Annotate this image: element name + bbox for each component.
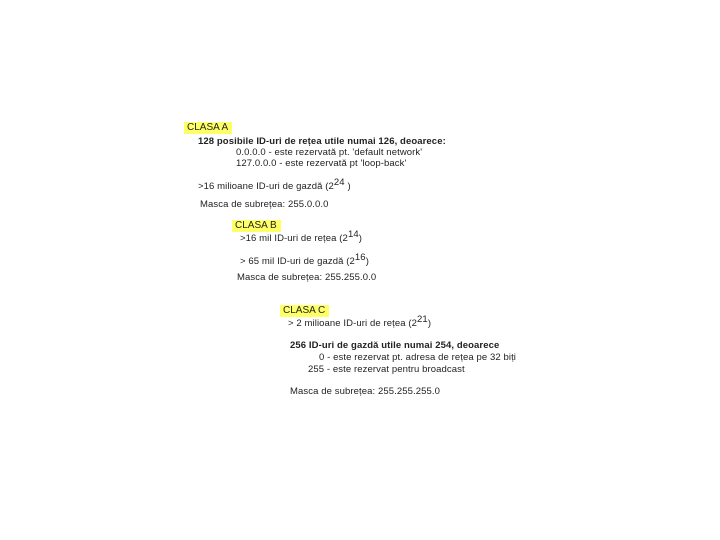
class-a-hosts-text: >16 milioane ID-uri de gazdă (2 bbox=[198, 181, 334, 192]
class-a-networks-line: 128 posibile ID-uri de rețea utile numai 126, deoarece: bbox=[198, 136, 446, 147]
class-a-subnet-mask: Masca de subrețea: 255.0.0.0 bbox=[200, 199, 329, 210]
class-a-reserved-loopback: 127.0.0.0 - este rezervată pt 'loop-back' bbox=[236, 158, 407, 169]
class-b-hosts-exponent: 16 bbox=[354, 252, 366, 263]
class-c-reserved-broadcast: 255 - este rezervat pentru broadcast bbox=[308, 364, 465, 375]
class-c-networks-line bbox=[288, 314, 432, 329]
class-c-label: CLASA C bbox=[280, 305, 329, 317]
class-b-label: CLASA B bbox=[232, 220, 281, 232]
class-b-hosts-text: > 65 mil ID-uri de gazdă (2 bbox=[240, 256, 355, 267]
class-c-networks-exponent: 21 bbox=[417, 314, 428, 325]
class-b-networks-close: ) bbox=[358, 233, 362, 244]
class-b-hosts-close: ) bbox=[365, 256, 369, 267]
class-b-hosts-line bbox=[240, 252, 369, 267]
class-a-reserved-default: 0.0.0.0 - este rezervată pt. 'default network' bbox=[236, 147, 423, 158]
class-b-subnet-mask: Masca de subrețea: 255.255.0.0 bbox=[237, 272, 377, 283]
class-b-networks-line bbox=[240, 229, 362, 244]
class-c-reserved-network: 0 - este rezervat pt. adresa de rețea pe 32 biți bbox=[319, 352, 517, 363]
class-a-hosts-exponent: 24 bbox=[333, 177, 345, 188]
class-b-networks-text: >16 mil ID-uri de rețea (2 bbox=[240, 233, 348, 244]
class-c-subnet-mask: Masca de subrețea: 255.255.255.0 bbox=[290, 386, 441, 397]
class-c-networks-close: ) bbox=[427, 318, 432, 329]
class-a-hosts-line bbox=[198, 177, 351, 192]
class-a-hosts-close: ) bbox=[344, 181, 351, 192]
class-c-networks-text: > 2 milioane ID-uri de rețea (2 bbox=[288, 318, 418, 329]
class-a-label: CLASA A bbox=[184, 122, 232, 134]
class-c-hosts-line: 256 ID-uri de gazdă utile numai 254, deoarece bbox=[290, 340, 500, 351]
class-b-networks-exponent: 14 bbox=[347, 229, 359, 240]
